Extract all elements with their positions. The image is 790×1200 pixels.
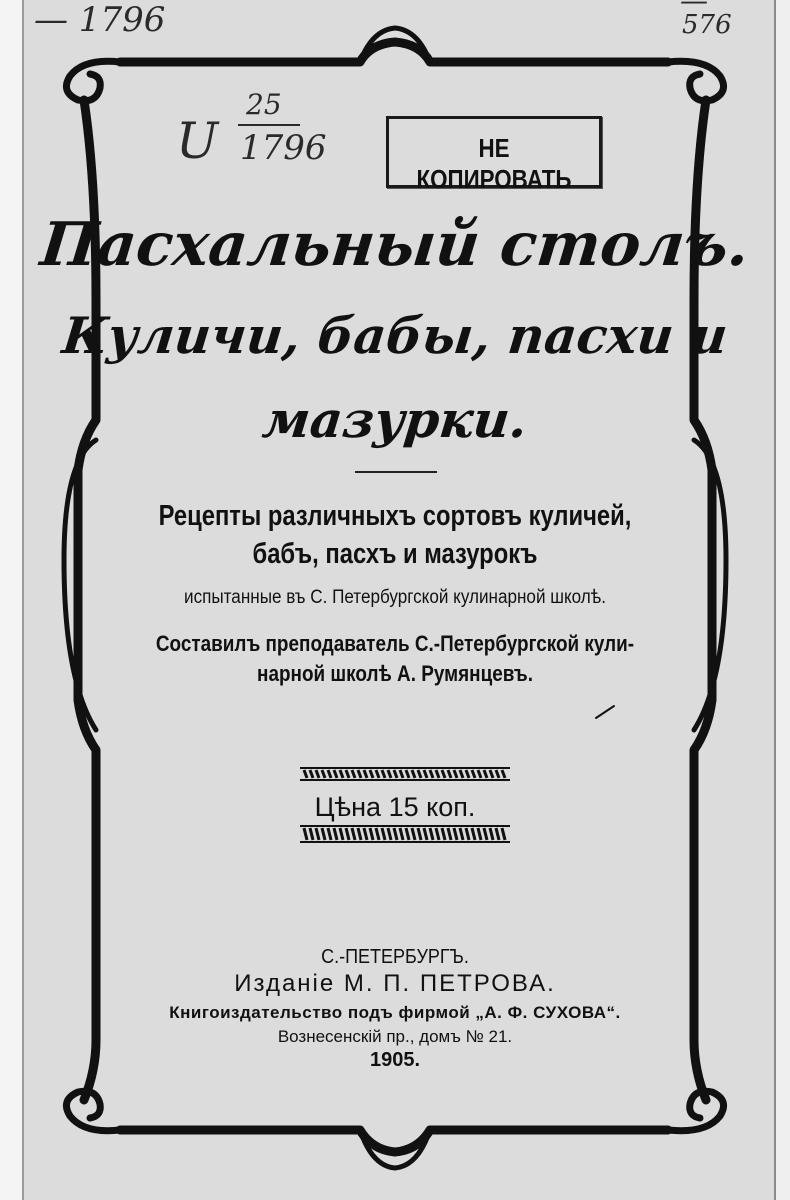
ornament-tick bbox=[406, 828, 409, 840]
ornament-tick bbox=[430, 828, 433, 840]
ornament-tick bbox=[496, 770, 499, 778]
ornament-tick bbox=[382, 770, 385, 778]
ornament-tick bbox=[496, 828, 499, 840]
title-divider bbox=[355, 471, 437, 473]
ornament-tick bbox=[430, 770, 433, 778]
ornament-tick bbox=[316, 828, 319, 840]
ornament-tick bbox=[358, 770, 361, 778]
ornament-tick bbox=[304, 828, 307, 840]
ornament-tick bbox=[490, 828, 493, 840]
title-line-1: Пасхальный столъ. bbox=[37, 210, 753, 280]
handwritten-top-right-mark: — bbox=[680, 0, 708, 17]
ornament-tick bbox=[478, 828, 481, 840]
ornament-tick bbox=[502, 770, 505, 778]
ornament-tick bbox=[448, 770, 451, 778]
imprint-publisher: Изданiе М. П. ПЕТРОВА. bbox=[234, 970, 556, 997]
ornament-tick bbox=[484, 828, 487, 840]
ornament-tick bbox=[352, 828, 355, 840]
handwritten-shelf-denominator: 1796 bbox=[240, 128, 327, 168]
handwritten-inventory-mark: — 1796 bbox=[34, 0, 166, 40]
ornament-tick bbox=[328, 828, 331, 840]
ornament-tick bbox=[418, 828, 421, 840]
ornament-tick bbox=[322, 828, 325, 840]
do-not-copy-stamp bbox=[386, 116, 602, 194]
ornament-tick bbox=[502, 828, 505, 840]
ornament-tick bbox=[436, 770, 439, 778]
ornament-tick bbox=[490, 770, 493, 778]
ornament-tick bbox=[454, 828, 457, 840]
ornament-tick bbox=[418, 770, 421, 778]
handwritten-library-letter: U bbox=[176, 112, 219, 170]
ornament-tick bbox=[328, 770, 331, 778]
handwritten-page-number: 576 bbox=[682, 10, 732, 40]
title-line-2: Куличи, бабы, пасхи и bbox=[59, 306, 731, 365]
ornament-tick bbox=[460, 770, 463, 778]
ornament-tick bbox=[460, 828, 463, 840]
ornament-tick bbox=[412, 770, 415, 778]
ornament-tick bbox=[466, 770, 469, 778]
author-line-2: нарной школѣ А. Румянцевъ. bbox=[257, 661, 533, 686]
ornament-tick bbox=[322, 770, 325, 778]
ornament-tick bbox=[316, 770, 319, 778]
imprint-city: С.-ПЕТЕРБУРГЪ. bbox=[321, 946, 469, 968]
ornament-tick bbox=[424, 828, 427, 840]
imprint-firm: Книгоиздательство подъ фирмой „А. Ф. СУХОВА“. bbox=[169, 1003, 621, 1022]
ornament-tick bbox=[442, 770, 445, 778]
ornament-tick bbox=[370, 828, 373, 840]
ornament-tick bbox=[370, 770, 373, 778]
ornament-tick bbox=[400, 770, 403, 778]
ornament-tick bbox=[442, 828, 445, 840]
ornament-tick bbox=[478, 770, 481, 778]
imprint-address: Вознесенскiй пр., домъ № 21. bbox=[277, 1027, 513, 1046]
ornament-tick bbox=[310, 828, 313, 840]
ornament-tick bbox=[448, 828, 451, 840]
ornament-tick bbox=[340, 828, 343, 840]
ornament-tick bbox=[364, 828, 367, 840]
handwritten-shelf-numerator: 25 bbox=[246, 88, 282, 121]
ornament-tick bbox=[424, 770, 427, 778]
author-line-1: Составилъ преподаватель С.-Петербургской кули- bbox=[155, 631, 635, 656]
handwritten-fraction-line bbox=[238, 124, 300, 126]
ornament-tick bbox=[436, 828, 439, 840]
ornament-tick bbox=[310, 770, 313, 778]
imprint-year: 1905. bbox=[369, 1049, 421, 1071]
ornament-tick bbox=[340, 770, 343, 778]
ornament-tick bbox=[466, 828, 469, 840]
ornament-tick bbox=[358, 828, 361, 840]
subtitle-line-3: испытанные въ С. Петербургской кулинарной школѣ. bbox=[184, 587, 606, 608]
ornament-tick bbox=[472, 770, 475, 778]
ornament-tick bbox=[388, 828, 391, 840]
ornament-tick bbox=[346, 770, 349, 778]
ornament-tick bbox=[346, 828, 349, 840]
ornament-tick bbox=[376, 828, 379, 840]
subtitle-line-2: бабъ, пасхъ и мазурокъ bbox=[252, 538, 538, 570]
ornament-tick bbox=[472, 828, 475, 840]
ornament-tick bbox=[334, 770, 337, 778]
title-line-3: мазурки. bbox=[259, 390, 531, 449]
ornament-tick bbox=[304, 770, 307, 778]
subtitle-line-1: Рецепты различныхъ сортовъ куличей, bbox=[158, 500, 632, 532]
ornament-tick bbox=[400, 828, 403, 840]
ornament-tick bbox=[406, 770, 409, 778]
ornament-tick bbox=[412, 828, 415, 840]
ornament-tick bbox=[454, 770, 457, 778]
ornament-tick bbox=[364, 770, 367, 778]
ornament-tick bbox=[352, 770, 355, 778]
ornament-tick bbox=[376, 770, 379, 778]
ornament-tick bbox=[388, 770, 391, 778]
ornament-tick bbox=[382, 828, 385, 840]
stamp-text: НЕ КОПИРОВАТЬ bbox=[416, 133, 572, 194]
ornament-tick bbox=[394, 828, 397, 840]
price-label: Цѣна 15 коп. bbox=[314, 792, 476, 822]
ornament-tick bbox=[484, 770, 487, 778]
ornament-tick bbox=[334, 828, 337, 840]
ornament-tick bbox=[394, 770, 397, 778]
